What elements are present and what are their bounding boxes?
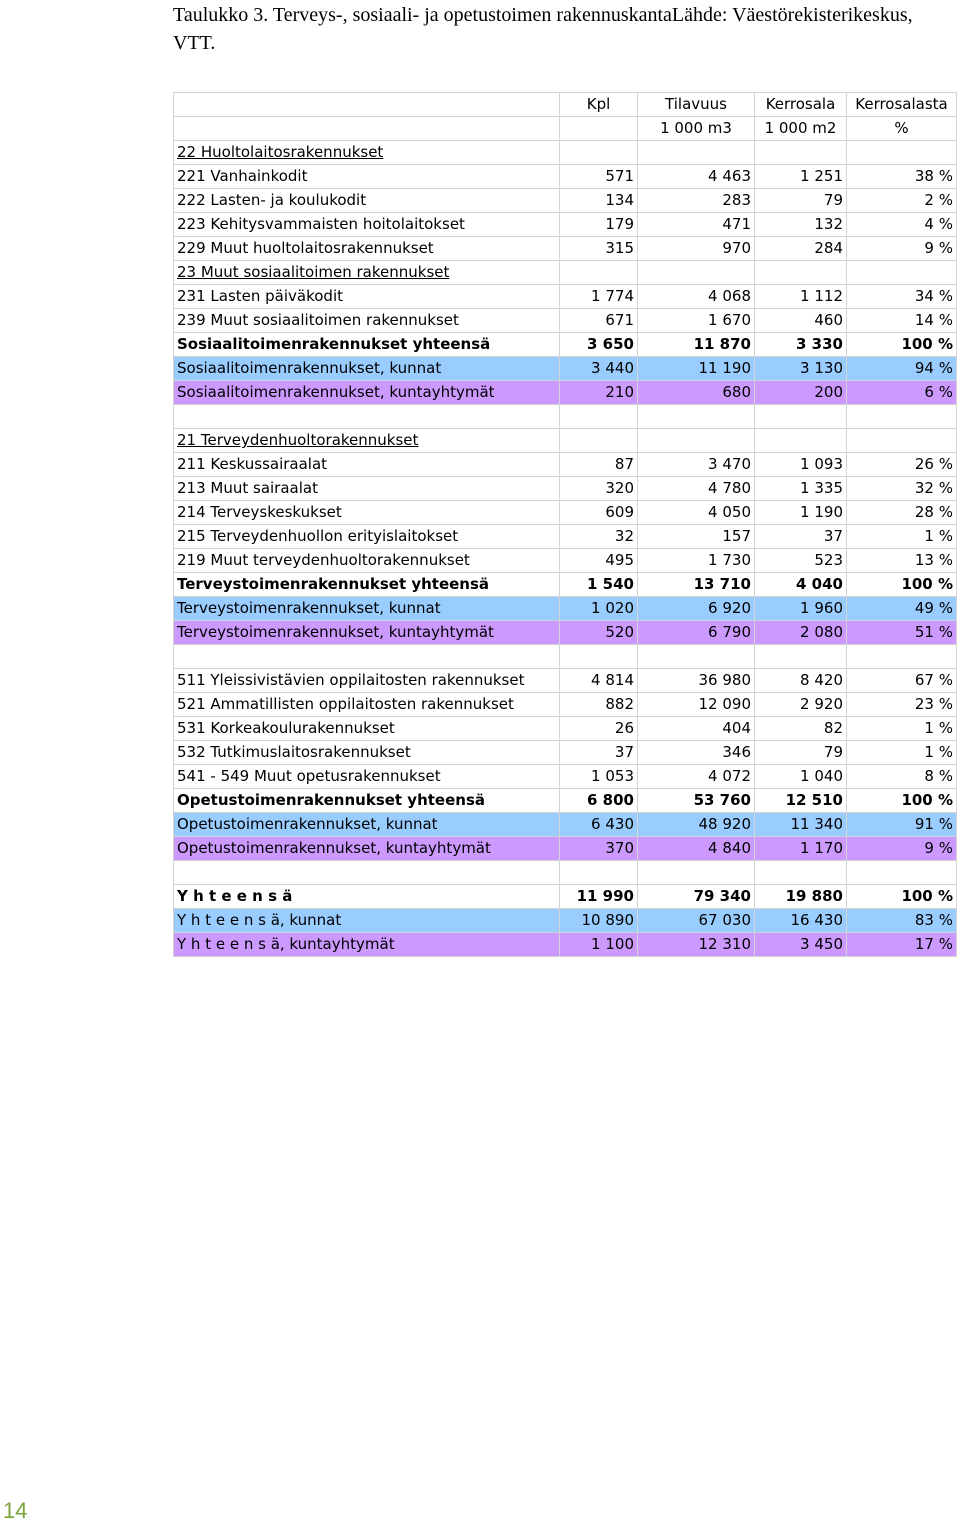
value-cell: 37 [560,741,638,765]
value-cell: 23 % [847,693,957,717]
row-label-cell: Y h t e e n s ä [174,885,560,909]
row-label-cell: 531 Korkeakoulurakennukset [174,717,560,741]
value-cell: 1 % [847,525,957,549]
value-cell [638,405,755,429]
value-cell: 404 [638,717,755,741]
page-number: 14 [3,1498,28,1523]
value-cell: 1 730 [638,549,755,573]
table-row [174,717,957,741]
table-row [174,765,957,789]
value-cell: 2 % [847,189,957,213]
row-label-cell: 511 Yleissivistävien oppilaitosten rakennukset [174,669,560,693]
value-cell: 1 190 [755,501,847,525]
table-row [174,789,957,813]
value-cell: 37 [755,525,847,549]
table-row [174,477,957,501]
value-cell [560,405,638,429]
building-stock-table [173,92,957,957]
value-cell: 1 960 [755,597,847,621]
table-row [174,885,957,909]
value-cell: 460 [755,309,847,333]
value-cell: 32 % [847,477,957,501]
value-cell: 210 [560,381,638,405]
value-cell: 11 340 [755,813,847,837]
value-cell: 8 % [847,765,957,789]
value-cell: 523 [755,549,847,573]
value-cell: 4 463 [638,165,755,189]
table-body [174,93,957,957]
value-cell [847,645,957,669]
value-cell: 471 [638,213,755,237]
value-cell: 48 920 [638,813,755,837]
table-row [174,621,957,645]
value-cell: 79 [755,741,847,765]
value-cell: 11 190 [638,357,755,381]
row-label-cell: 532 Tutkimuslaitosrakennukset [174,741,560,765]
value-cell [560,429,638,453]
value-cell: 1 170 [755,837,847,861]
row-label-cell: Y h t e e n s ä, kunnat [174,909,560,933]
value-cell [560,261,638,285]
value-cell: 91 % [847,813,957,837]
table-row [174,381,957,405]
value-cell: 34 % [847,285,957,309]
value-cell [560,645,638,669]
value-cell: 283 [638,189,755,213]
value-cell: 132 [755,213,847,237]
value-cell: 8 420 [755,669,847,693]
value-cell: 26 [560,717,638,741]
value-cell: 320 [560,477,638,501]
value-cell: 4 072 [638,765,755,789]
table-row [174,741,957,765]
table-row [174,597,957,621]
row-label-cell: 23 Muut sosiaalitoimen rakennukset [174,261,560,285]
table-row [174,309,957,333]
table-row [174,693,957,717]
table-row [174,933,957,957]
row-label-cell: 22 Huoltolaitosrakennukset [174,141,560,165]
value-cell: 53 760 [638,789,755,813]
value-cell [755,141,847,165]
unit-cell: 1 000 m2 [755,117,847,141]
value-cell: 12 310 [638,933,755,957]
value-cell: 6 430 [560,813,638,837]
value-cell: 12 090 [638,693,755,717]
value-cell: 3 330 [755,333,847,357]
value-cell [847,429,957,453]
table-caption: Taulukko 3. Terveys-, sosiaali- ja opetustoimen rakennuskantaLähde: Väestörekisterikeskus, VTT. [173,4,913,54]
table-row [174,189,957,213]
row-label-cell: Y h t e e n s ä, kuntayhtymät [174,933,560,957]
value-cell: 14 % [847,309,957,333]
value-cell [847,405,957,429]
row-label-cell: 541 - 549 Muut opetusrakennukset [174,765,560,789]
value-cell: 1 020 [560,597,638,621]
row-label-cell: 229 Muut huoltolaitosrakennukset [174,237,560,261]
header-cell: Kerrosalasta [847,93,957,117]
value-cell: 6 790 [638,621,755,645]
value-cell [755,429,847,453]
value-cell: 179 [560,213,638,237]
value-cell: 11 990 [560,885,638,909]
table-row [174,549,957,573]
row-label-cell: 215 Terveydenhuollon erityislaitokset [174,525,560,549]
value-cell: 10 890 [560,909,638,933]
header-cell: Kpl [560,93,638,117]
value-cell: 1 % [847,717,957,741]
value-cell: 13 % [847,549,957,573]
value-cell [638,429,755,453]
row-label-cell: 214 Terveyskeskukset [174,501,560,525]
value-cell: 100 % [847,789,957,813]
value-cell: 680 [638,381,755,405]
unit-cell [174,117,560,141]
row-label-cell: Terveystoimenrakennukset, kuntayhtymät [174,621,560,645]
row-label-cell: 213 Muut sairaalat [174,477,560,501]
value-cell: 609 [560,501,638,525]
table-row [174,405,957,429]
table-row [174,573,957,597]
row-label-cell [174,645,560,669]
table-row [174,861,957,885]
value-cell: 520 [560,621,638,645]
row-label-cell: 211 Keskussairaalat [174,453,560,477]
value-cell: 36 980 [638,669,755,693]
value-cell [638,861,755,885]
value-cell: 1 100 [560,933,638,957]
value-cell: 970 [638,237,755,261]
value-cell: 3 440 [560,357,638,381]
row-label-cell: 21 Terveydenhuoltorakennukset [174,429,560,453]
value-cell: 3 130 [755,357,847,381]
value-cell: 3 470 [638,453,755,477]
value-cell: 19 880 [755,885,847,909]
value-cell: 134 [560,189,638,213]
value-cell: 315 [560,237,638,261]
value-cell [847,261,957,285]
row-label-cell: Sosiaalitoimenrakennukset, kuntayhtymät [174,381,560,405]
table-row [174,261,957,285]
value-cell: 87 [560,453,638,477]
row-label-cell: Terveystoimenrakennukset yhteensä [174,573,560,597]
row-label-cell: Opetustoimenrakennukset, kunnat [174,813,560,837]
value-cell: 38 % [847,165,957,189]
unit-cell: % [847,117,957,141]
value-cell: 200 [755,381,847,405]
table-row [174,213,957,237]
value-cell: 11 870 [638,333,755,357]
table-row [174,669,957,693]
table-row [174,837,957,861]
value-cell [755,261,847,285]
value-cell: 4 % [847,213,957,237]
value-cell: 1 670 [638,309,755,333]
table-row [174,813,957,837]
unit-cell [560,117,638,141]
table-row [174,333,957,357]
value-cell: 16 430 [755,909,847,933]
value-cell: 4 814 [560,669,638,693]
row-label-cell: 239 Muut sosiaalitoimen rakennukset [174,309,560,333]
header-cell: Tilavuus [638,93,755,117]
unit-cell: 1 000 m3 [638,117,755,141]
table-row [174,237,957,261]
row-label-cell: 223 Kehitysvammaisten hoitolaitokset [174,213,560,237]
value-cell: 6 800 [560,789,638,813]
value-cell: 100 % [847,333,957,357]
value-cell: 1 540 [560,573,638,597]
value-cell: 94 % [847,357,957,381]
value-cell [638,645,755,669]
value-cell: 1 335 [755,477,847,501]
value-cell: 67 030 [638,909,755,933]
value-cell: 157 [638,525,755,549]
row-label-cell: 222 Lasten- ja koulukodit [174,189,560,213]
row-label-cell: Terveystoimenrakennukset, kunnat [174,597,560,621]
row-label-cell: Sosiaalitoimenrakennukset yhteensä [174,333,560,357]
value-cell: 370 [560,837,638,861]
row-label-cell: Opetustoimenrakennukset yhteensä [174,789,560,813]
value-cell: 2 080 [755,621,847,645]
value-cell: 49 % [847,597,957,621]
value-cell: 1 251 [755,165,847,189]
value-cell: 17 % [847,933,957,957]
value-cell: 32 [560,525,638,549]
value-cell: 4 068 [638,285,755,309]
value-cell: 26 % [847,453,957,477]
value-cell: 4 840 [638,837,755,861]
value-cell: 1 112 [755,285,847,309]
value-cell [755,405,847,429]
value-cell: 1 % [847,741,957,765]
value-cell: 9 % [847,837,957,861]
table-row [174,165,957,189]
table-row [174,645,957,669]
value-cell: 79 340 [638,885,755,909]
value-cell: 83 % [847,909,957,933]
row-label-cell: 219 Muut terveydenhuoltorakennukset [174,549,560,573]
value-cell [847,861,957,885]
value-cell: 13 710 [638,573,755,597]
value-cell: 571 [560,165,638,189]
value-cell [638,141,755,165]
value-cell: 28 % [847,501,957,525]
value-cell: 1 774 [560,285,638,309]
table-row [174,501,957,525]
row-label-cell [174,861,560,885]
value-cell: 100 % [847,885,957,909]
row-label-cell: Opetustoimenrakennukset, kuntayhtymät [174,837,560,861]
value-cell: 4 040 [755,573,847,597]
row-label-cell [174,405,560,429]
value-cell [755,645,847,669]
value-cell: 79 [755,189,847,213]
value-cell: 100 % [847,573,957,597]
row-label-cell: 521 Ammatillisten oppilaitosten rakennukset [174,693,560,717]
value-cell: 4 780 [638,477,755,501]
table-row [174,141,957,165]
header-cell: Kerrosala [755,93,847,117]
value-cell: 12 510 [755,789,847,813]
value-cell: 1 053 [560,765,638,789]
value-cell: 6 920 [638,597,755,621]
value-cell: 51 % [847,621,957,645]
value-cell [560,141,638,165]
row-label-cell: 231 Lasten päiväkodit [174,285,560,309]
value-cell: 3 650 [560,333,638,357]
table-row [174,357,957,381]
header-cell [174,93,560,117]
value-cell [560,861,638,885]
value-cell: 1 040 [755,765,847,789]
value-cell [638,261,755,285]
table-row [174,285,957,309]
value-cell: 346 [638,741,755,765]
value-cell: 67 % [847,669,957,693]
value-cell: 882 [560,693,638,717]
header-row [174,93,957,117]
value-cell: 3 450 [755,933,847,957]
value-cell [847,141,957,165]
value-cell: 82 [755,717,847,741]
value-cell: 9 % [847,237,957,261]
units-row [174,117,957,141]
value-cell: 1 093 [755,453,847,477]
value-cell: 4 050 [638,501,755,525]
value-cell: 671 [560,309,638,333]
value-cell: 2 920 [755,693,847,717]
table-row [174,453,957,477]
value-cell: 6 % [847,381,957,405]
value-cell [755,861,847,885]
row-label-cell: Sosiaalitoimenrakennukset, kunnat [174,357,560,381]
table-row [174,909,957,933]
table-row [174,525,957,549]
value-cell: 495 [560,549,638,573]
row-label-cell: 221 Vanhainkodit [174,165,560,189]
value-cell: 284 [755,237,847,261]
table-row [174,429,957,453]
